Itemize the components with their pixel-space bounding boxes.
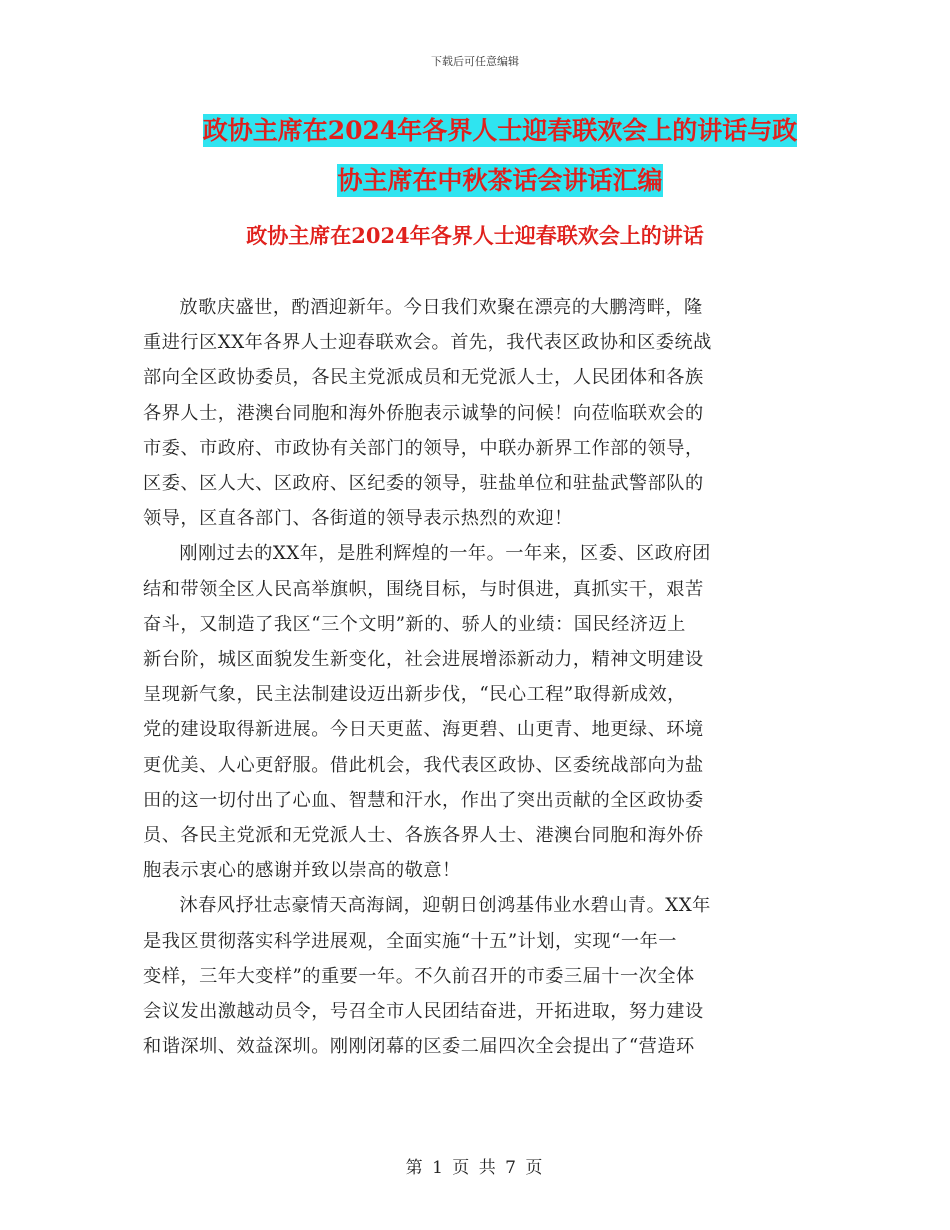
paragraph-line: 田的这一切付出了心血、智慧和汗水，作出了突出贡献的全区政协委: [143, 789, 704, 811]
paragraph-line: 结和带领全区人民高举旗帜，围绕目标，与时俱进，真抓实干，艰苦: [143, 578, 704, 600]
paragraph-line: 员、各民主党派和无党派人士、各族各界人士、港澳台同胞和海外侨: [143, 825, 704, 847]
paragraph: [143, 888, 803, 1064]
paragraph-line: 刚刚过去的XX年，是胜利辉煌的一年。一年来，区委、区政府团: [179, 543, 711, 565]
document-title-line-2: 协主席在中秋茶话会讲话汇编: [337, 166, 663, 195]
document-title: [140, 106, 860, 206]
paragraph-line: 沐春风抒壮志豪情天高海阔，迎朝日创鸿基伟业水碧山青。XX年: [179, 895, 711, 917]
paragraph-line: 重进行区XX年各界人士迎春联欢会。首先，我代表区政协和区委统战: [143, 332, 712, 354]
paragraph-line: 放歌庆盛世，酌酒迎新年。今日我们欢聚在漂亮的大鹏湾畔，隆: [179, 297, 703, 318]
paragraph: [143, 290, 803, 536]
paragraph-line: 部向全区政协委员，各民主党派成员和无党派人士，人民团体和各族: [143, 367, 704, 389]
body-text: [143, 290, 803, 1064]
paragraph-line: 各界人士，港澳台同胞和海外侨胞表示诚挚的问候！向莅临联欢会的: [143, 402, 704, 424]
paragraph-line: 新台阶，城区面貌发生新变化，社会进展增添新动力，精神文明建设: [143, 649, 704, 671]
paragraph-line: 和谐深圳、效益深圳。刚刚闭幕的区委二届四次全会提出了“营造环: [143, 1036, 695, 1058]
paragraph-line: 党的建设取得新进展。今日天更蓝、海更碧、山更青、地更绿、环境: [143, 719, 704, 741]
section-title: 政协主席在2024年各界人士迎春联欢会上的讲话: [246, 223, 704, 248]
paragraph-line: 呈现新气象，民主法制建设迈出新步伐，“民心工程”取得新成效，: [143, 684, 686, 706]
document-title-line-1: 政协主席在2024年各界人士迎春联欢会上的讲话与政: [202, 116, 798, 145]
paragraph-line: 更优美、人心更舒服。借此机会，我代表区政协、区委统战部向为盐: [143, 754, 704, 776]
header-note: 下载后可任意编辑: [431, 55, 519, 68]
page-footer: 第 1 页 共 7 页: [405, 1158, 545, 1178]
paragraph-line: 区委、区人大、区政府、区纪委的领导，驻盐单位和驻盐武警部队的: [143, 473, 704, 495]
paragraph-line: 是我区贯彻落实科学进展观，全面实施“十五”计划，实现“一年一: [143, 930, 677, 952]
paragraph-line: 奋斗，又制造了我区“三个文明”新的、骄人的业绩：国民经济迈上: [143, 613, 686, 635]
paragraph: [143, 536, 803, 888]
paragraph-line: 胞表示衷心的感谢并致以崇高的敬意！: [143, 860, 461, 882]
paragraph-line: 市委、市政府、市政协有关部门的领导，中联办新界工作部的领导，: [143, 437, 704, 459]
paragraph-line: 会议发出激越动员令，号召全市人民团结奋进，开拓进取，努力建设: [143, 1001, 704, 1023]
paragraph-line: 领导，区直各部门、各街道的领导表示热烈的欢迎！: [143, 508, 573, 530]
paragraph-line: 变样，三年大变样”的重要一年。不久前召开的市委三届十一次全体: [143, 965, 695, 987]
